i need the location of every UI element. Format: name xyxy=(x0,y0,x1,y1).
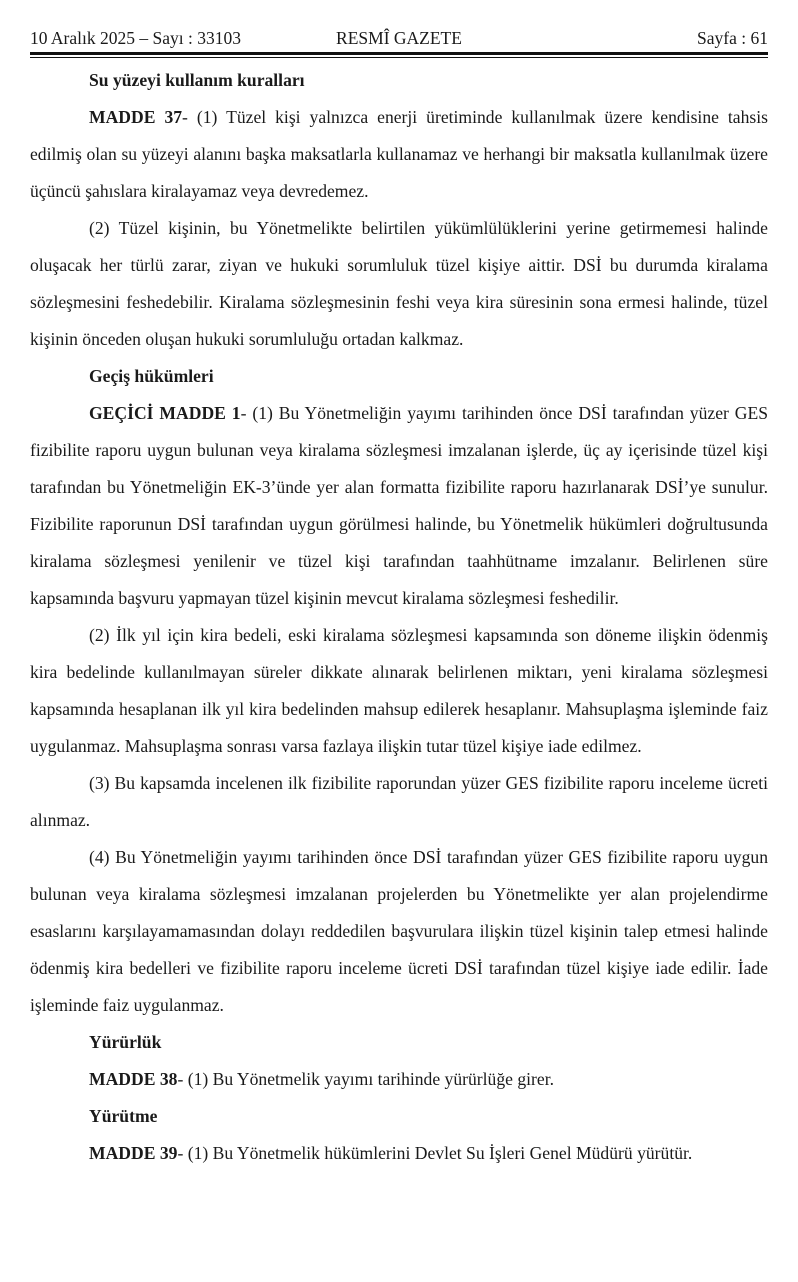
section-heading: Yürütme xyxy=(89,1106,158,1126)
page-header xyxy=(30,28,768,50)
article-paragraph xyxy=(30,1061,768,1098)
section-heading: Su yüzeyi kullanım kuralları xyxy=(89,70,305,90)
header-rule-thick xyxy=(30,52,768,55)
article-text: - (1) Bu Yönetmelik yayımı tarihinde yürürlüğe girer. xyxy=(177,1069,554,1089)
header-rule-thin xyxy=(30,57,768,58)
article-label: MADDE 37 xyxy=(89,107,183,127)
article-text: - (1) Bu Yönetmelik hükümlerini Devlet Su İşleri Genel Müdürü yürütür. xyxy=(177,1143,693,1163)
paragraph: (3) Bu kapsamda incelenen ilk fizibilite raporundan yüzer GES fizibilite raporu inceleme ücreti alınmaz. xyxy=(30,773,768,830)
article-label: GEÇİCİ MADDE 1 xyxy=(89,403,241,423)
article-paragraph xyxy=(30,1135,768,1172)
article-text: - (1) Tüzel kişi yalnızca enerji üretiminde kullanılmak üzere kendisine tahsis edilmiş olan su yüzeyi alanını başka maksatlarla kullanamaz ve herhangi bir maksatla kullanılmak üzere üçüncü şahıslara kiralayamaz veya devredemez. xyxy=(30,107,768,201)
document-body xyxy=(30,62,768,1172)
section-heading: Geçiş hükümleri xyxy=(89,366,214,386)
article-paragraph xyxy=(30,99,768,210)
article-label: MADDE 38 xyxy=(89,1069,178,1089)
article-paragraph xyxy=(30,395,768,617)
issue-date-number: 10 Aralık 2025 – Sayı : 33103 xyxy=(30,28,241,48)
paragraph: (2) Tüzel kişinin, bu Yönetmelikte belirtilen yükümlülüklerini yerine getirmemesi halinde oluşacak her türlü zarar, ziyan ve hukuki sorumluluk tüzel kişiye aittir. DSİ bu durumda kiralama sözleşmesini feshedebilir. Kiralama sözleşmesinin feshi veya kira süresinin sona ermesi halinde, tüzel kişinin önceden oluşan hukuki sorumluluğu ortadan kalkmaz. xyxy=(30,218,768,349)
paragraph: (4) Bu Yönetmeliğin yayımı tarihinden önce DSİ tarafından yüzer GES fizibilite raporu uygun bulunan veya kiralama sözleşmesi imzalanan projelerden bu Yönetmelikte yer alan projelendirme esaslarını karşılayamamasından dolayı reddedilen başvurulara ilişkin tüzel kişinin talep etmesi halinde ödenmiş kira bedelleri ve fizibilite raporu inceleme ücreti DSİ tarafından tüzel kişiye iade edilir. İade işleminde faiz uygulanmaz. xyxy=(30,847,768,1015)
paragraph: (2) İlk yıl için kira bedeli, eski kiralama sözleşmesi kapsamında son döneme ilişkin ödenmiş kira bedelinde kullanılmayan süreler dikkate alınarak belirlenen miktarı, yeni kiralama sözleşmesi kapsamında hesaplanan ilk yıl kira bedelinden mahsup edilerek hesaplanır. Mahsuplaşma işleminde faiz uygulanmaz. Mahsuplaşma sonrası varsa fazlaya ilişkin tutar tüzel kişiye iade edilmez. xyxy=(30,625,768,756)
section-heading: Yürürlük xyxy=(89,1032,162,1052)
article-label: MADDE 39 xyxy=(89,1143,178,1163)
article-text: - (1) Bu Yönetmeliğin yayımı tarihinden önce DSİ tarafından yüzer GES fizibilite raporu uygun bulunan veya kiralama sözleşmesi imzalanan işlerde, üç ay içerisinde tüzel kişi tarafından bu Yönetmeliğin EK-3’ünde yer alan formatta fizibilite raporu hazırlanarak DSİ’ye sunulur. Fizibilite raporunun DSİ tarafından uygun görülmesi halinde, bu Yönetmelik hükümleri doğrultusunda kiralama sözleşmesi yenilenir ve tüzel kişi tarafından taahhütname imzalanır. Belirlenen süre kapsamında başvuru yapmayan tüzel kişinin mevcut kiralama sözleşmesi feshedilir. xyxy=(30,403,769,608)
publication-title: RESMÎ GAZETE xyxy=(336,28,462,48)
page-number: Sayfa : 61 xyxy=(697,28,768,48)
